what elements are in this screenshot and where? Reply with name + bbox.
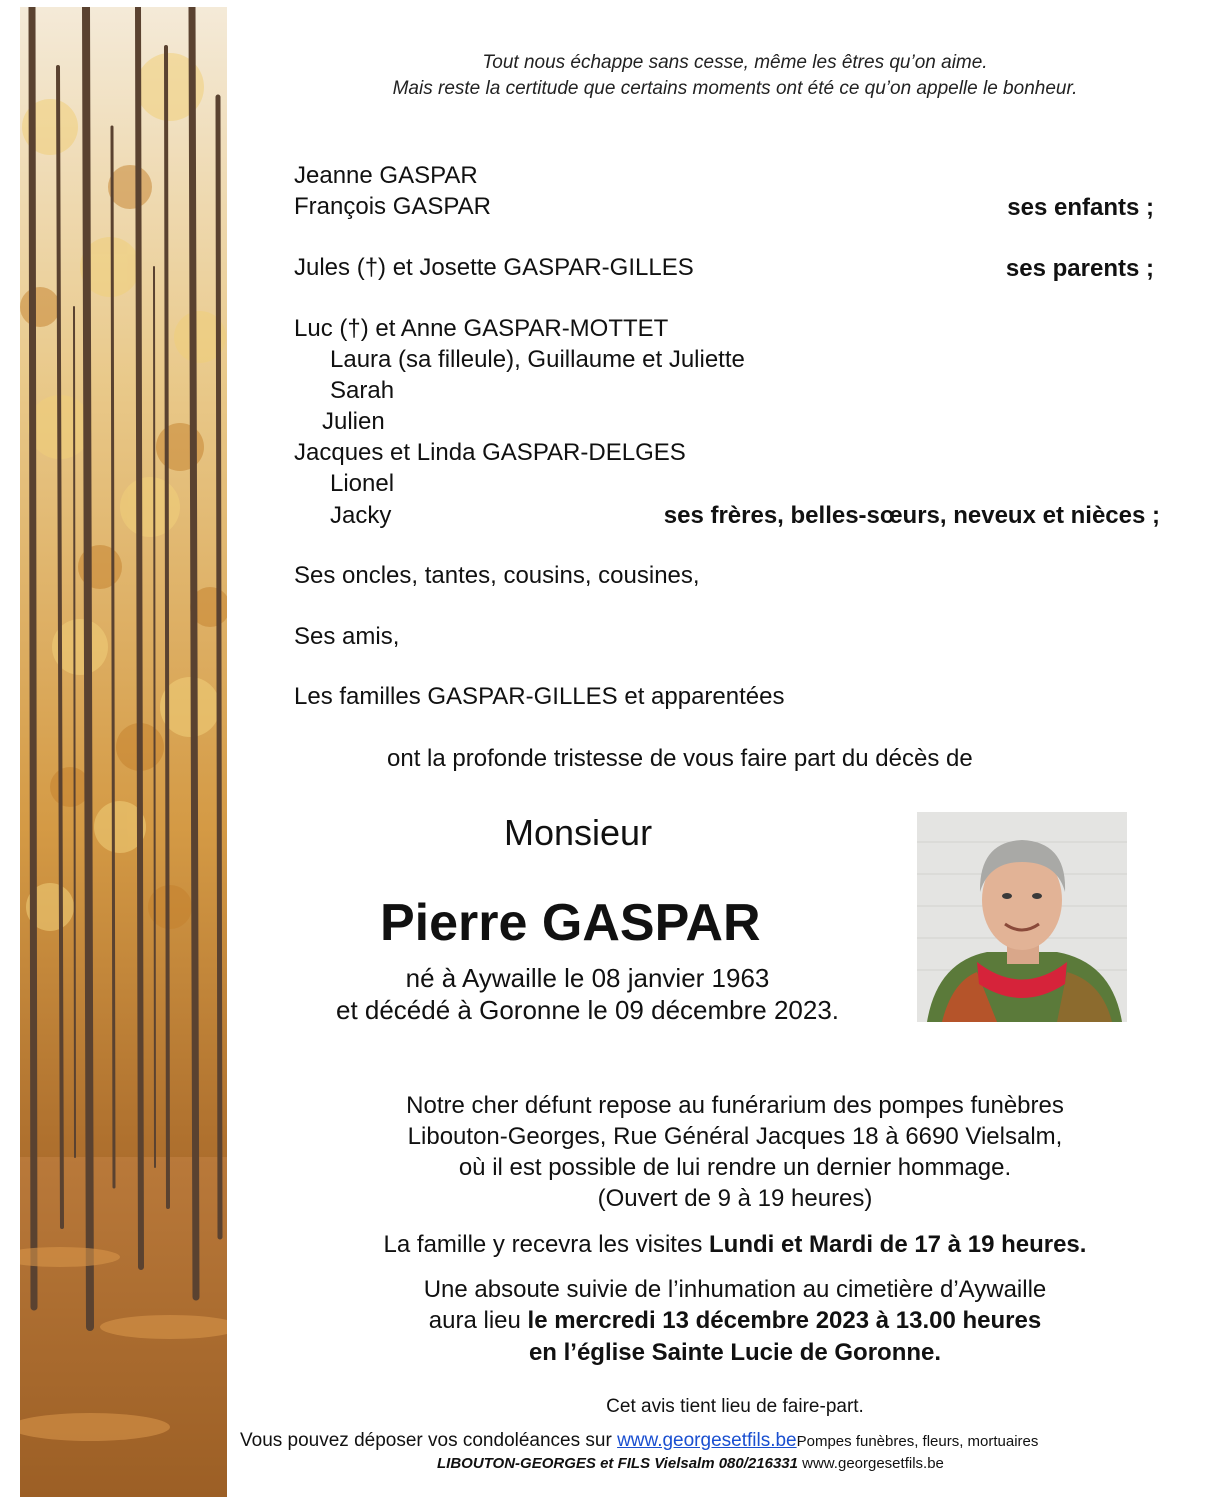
autumn-forest-image — [20, 7, 227, 1497]
visits-prefix: La famille y recevra les visites — [383, 1231, 709, 1258]
children-relation-label: ses enfants ; — [1007, 194, 1154, 221]
child-name: François GASPAR — [294, 193, 491, 220]
company-website: www.georgesetfils.be — [797, 1455, 944, 1472]
condolences-suffix: Pompes funèbres, fleurs, mortuaires — [796, 1433, 1039, 1450]
parents-relation-label: ses parents ; — [1005, 255, 1154, 282]
ceremony-location: en l’église Sainte Lucie de Goronne. — [528, 1339, 942, 1366]
nephew-niece: Lionel — [330, 470, 395, 497]
nephew-niece: Jacky — [330, 502, 392, 529]
condolences-line — [240, 1430, 1038, 1452]
company-line — [437, 1455, 944, 1472]
footer-notice: Cet avis tient lieu de faire-part. — [606, 1396, 864, 1417]
quote-line-1: Tout nous échappe sans cesse, même les êtres qu’on aime. — [482, 52, 988, 73]
sibling-couple: Luc (†) et Anne GASPAR-MOTTET — [294, 315, 669, 342]
portrait-photo — [917, 812, 1127, 1022]
condolences-link[interactable]: www.georgesetfils.be — [617, 1430, 797, 1451]
deceased-title: Monsieur — [504, 812, 653, 853]
funerarium-line-3: où il est possible de lui rendre un dernier hommage. — [458, 1154, 1012, 1181]
funerarium-hours: (Ouvert de 9 à 19 heures) — [597, 1185, 873, 1212]
friends: Ses amis, — [294, 623, 400, 650]
death-info: et décédé à Goronne le 09 décembre 2023. — [335, 995, 840, 1025]
child-name: Jeanne GASPAR — [294, 162, 478, 189]
nephew-niece: Laura (sa filleule), Guillaume et Juliette — [330, 346, 745, 373]
company-name: LIBOUTON-GEORGES et FILS Vielsalm 080/216331 — [437, 1455, 798, 1472]
parents-names: Jules (†) et Josette GASPAR-GILLES — [294, 254, 694, 281]
deceased-name: Pierre GASPAR — [380, 894, 761, 952]
ceremony-prefix: aura lieu — [428, 1307, 528, 1334]
funerarium-line-1: Notre cher défunt repose au funérarium des pompes funèbres — [406, 1092, 1064, 1119]
sibling-couple: Jacques et Linda GASPAR-DELGES — [294, 439, 686, 466]
ceremony-date: le mercredi 13 décembre 2023 à 13.00 heures — [527, 1307, 1042, 1334]
visits-line — [240, 1231, 1215, 1259]
announcement: ont la profonde tristesse de vous faire part du décès de — [387, 745, 973, 772]
nephew-niece: Julien — [322, 408, 385, 435]
ceremony-line-1: Une absoute suivie de l’inhumation au cimetière d’Aywaille — [423, 1276, 1047, 1303]
quote-line-2: Mais reste la certitude que certains moments ont été ce qu’on appelle le bonheur. — [392, 78, 1078, 99]
nephew-niece: Sarah — [330, 377, 395, 404]
siblings-relation-label: ses frères, belles-sœurs, neveux et nièces ; — [663, 502, 1160, 529]
condolences-prefix: Vous pouvez déposer vos condoléances sur — [240, 1430, 618, 1451]
funerarium-line-2: Libouton-Georges, Rue Général Jacques 18 à 6690 Vielsalm, — [407, 1123, 1063, 1150]
birth-info: né à Aywaille le 08 janvier 1963 — [405, 963, 770, 993]
extended-family: Ses oncles, tantes, cousins, cousines, — [294, 562, 700, 589]
visits-schedule: Lundi et Mardi de 17 à 19 heures. — [709, 1231, 1087, 1258]
families: Les familles GASPAR-GILLES et apparentées — [294, 683, 785, 710]
ceremony-line-2 — [240, 1307, 1215, 1335]
